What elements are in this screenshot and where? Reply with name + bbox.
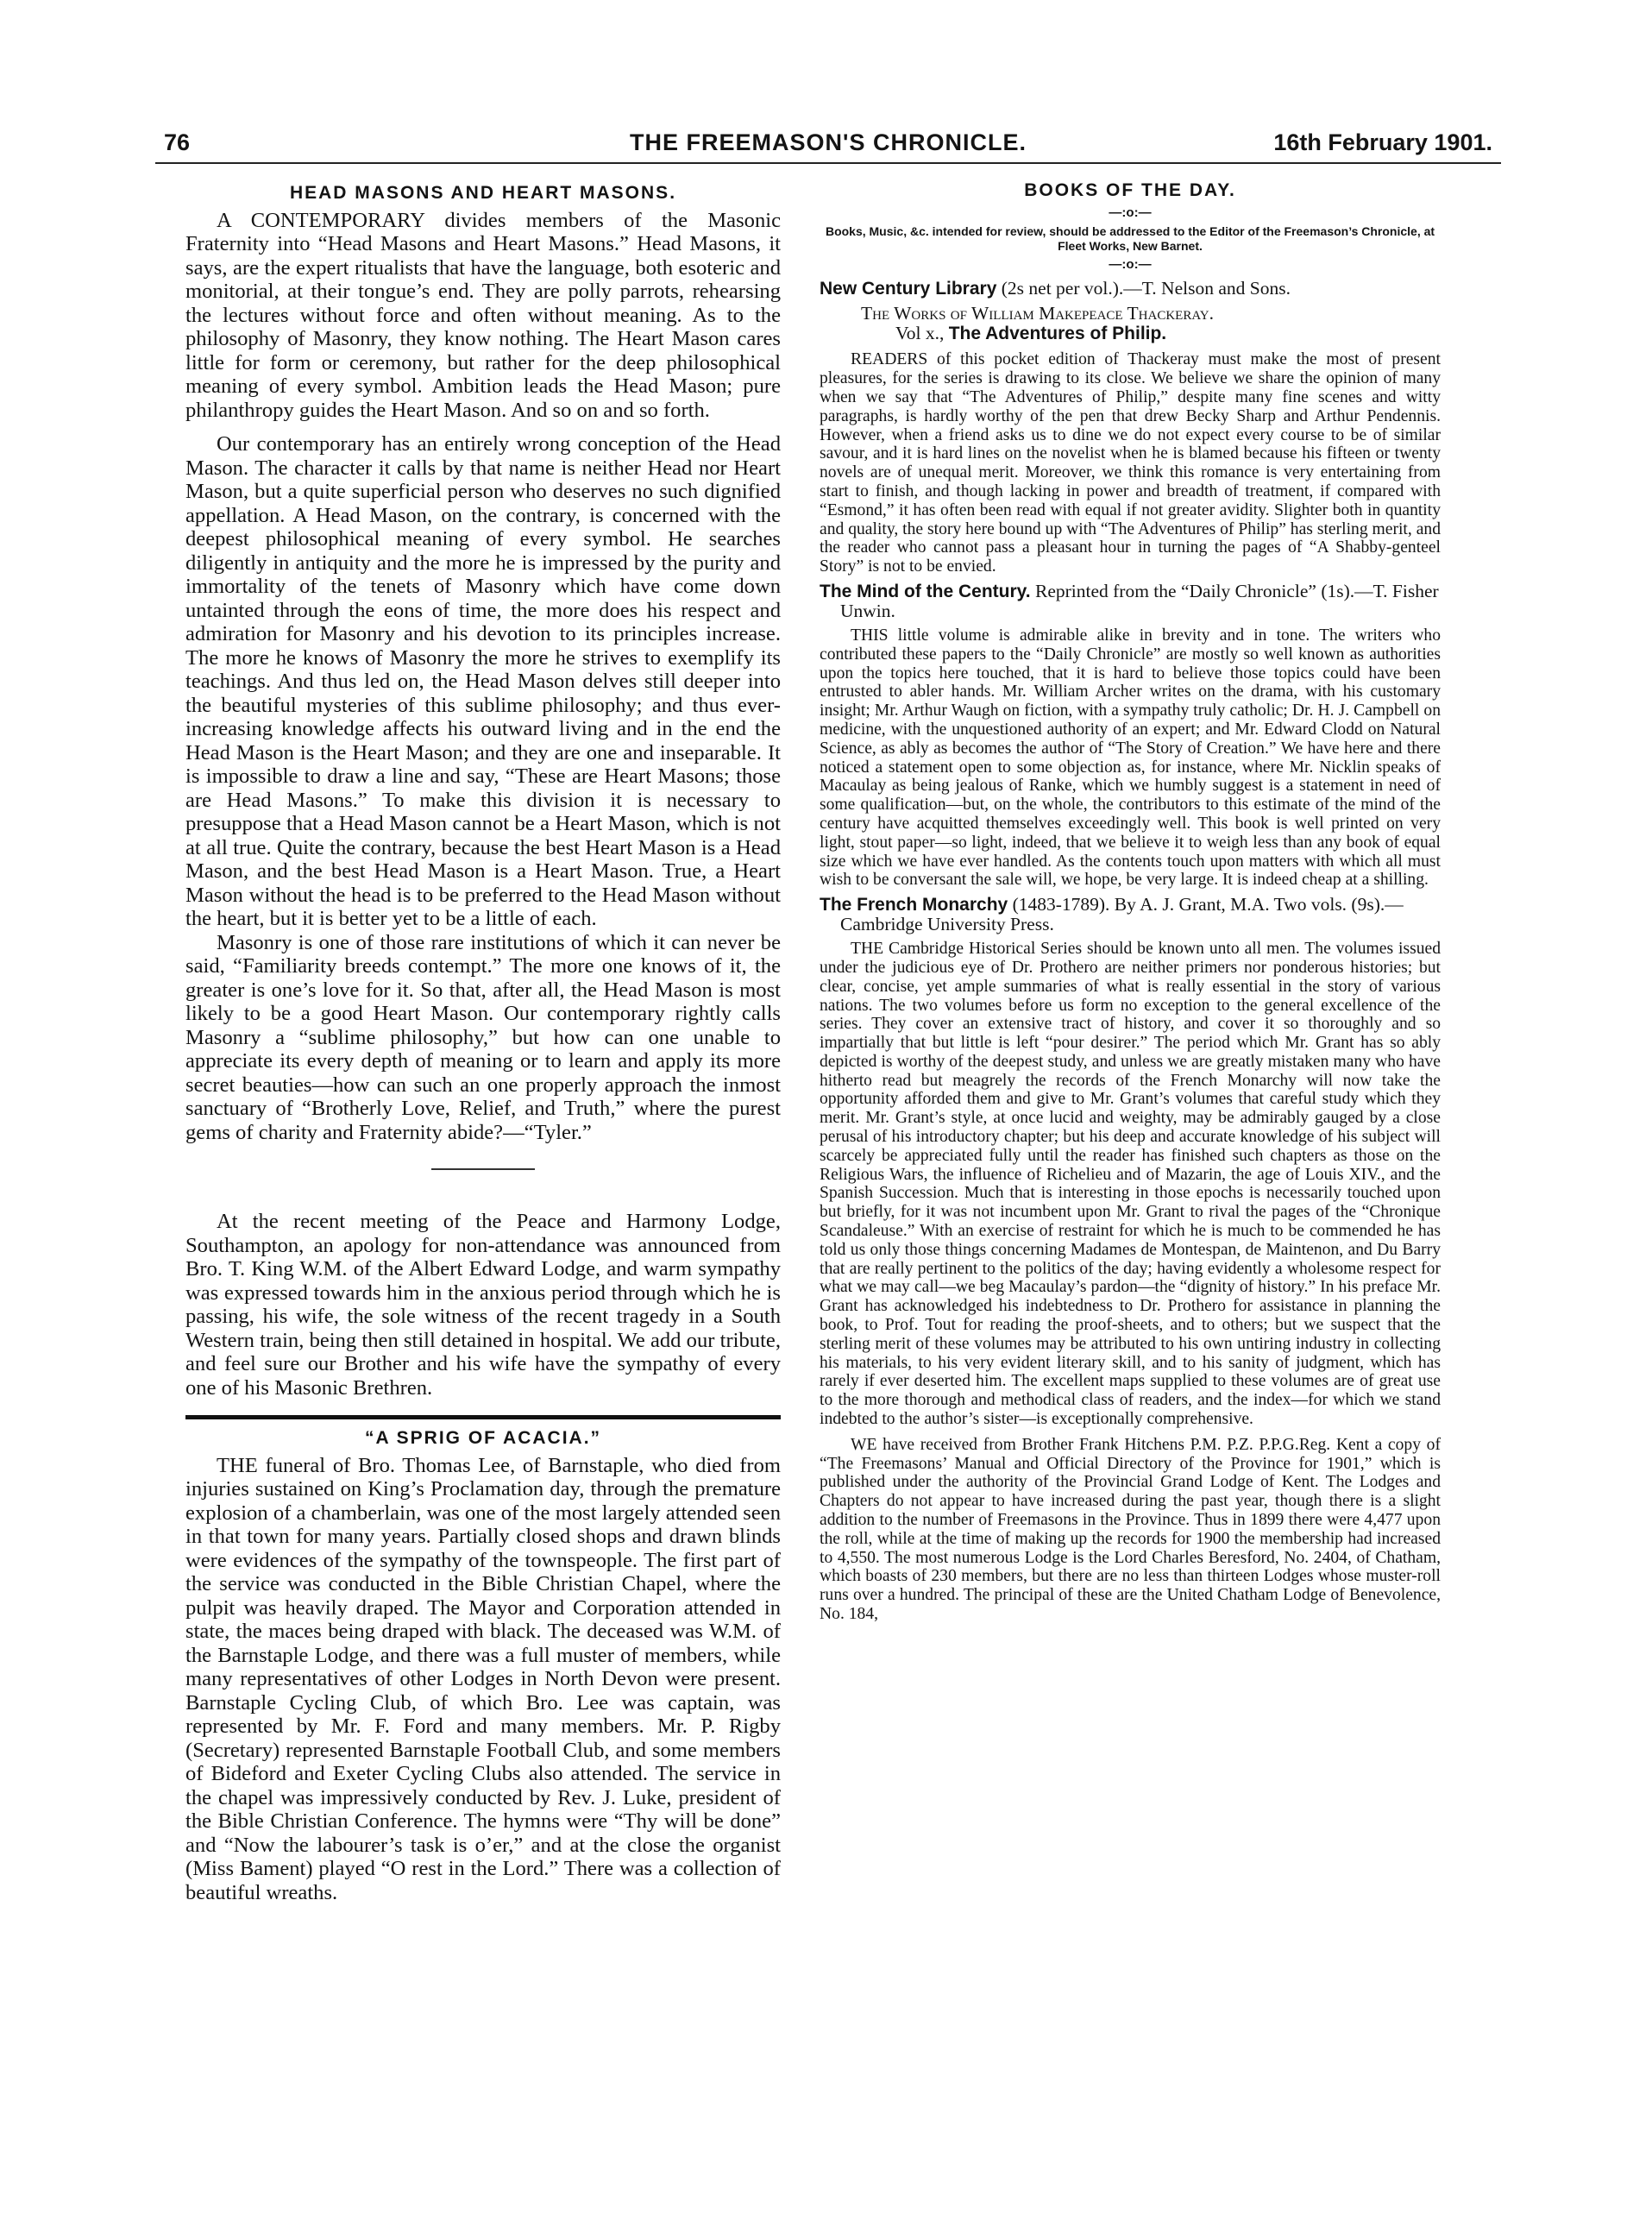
article-paragraph: At the recent meeting of the Peace and Harmony Lodge, Southampton, an apology for non-attendance was announced from Bro. T. King W.M. of the Albert Edward Lodge, and warm sympathy was expressed towards him in the anxious period through which he is passing, his wife, the sole witness of the recent tragedy in a South Western train, being then still detained in hospital. We add our tribute, and feel sure our Brother and his wife have the sympathy of every one of his Masonic Brethren. <box>185 1210 781 1400</box>
right-column <box>820 181 1441 1624</box>
book-review: THE Cambridge Historical Series should be known unto all men. The volumes issued under the judicious eye of Dr. Prothero are neither primers nor ponderous histories; but clear, concise, yet ample summaries of what is really essential in the story of various nations. The two volumes before us form no exception to the general excellence of the series. They cover an extensive tract of history, and cover it so thoroughly and so impartially that but little is left “pour desirer.” The period which Mr. Grant has so ably depicted is worthy of the deepest study, and unless we are greatly mistaken many who have hitherto read but meagrely the records of the French Monarchy will now take the opportunity afforded them and give to Mr. Grant’s volumes that careful study which they merit. Mr. Grant’s style, at once lucid and weighty, may be admirably gauged by a close perusal of his introductory chapter; but his deep and accurate knowledge of his subject will scarcely be appreciated fully until the reader has finished such chapters as those on the Religious Wars, the influence of Richelieu and of Mazarin, the age of Louis XIV., and the Spanish Succession. Much that is interesting in those epochs is necessarily touched upon but briefly, for it was not incumbent upon Mr. Grant to rival the pages of the “Chronique Scandaleuse.” With an exercise of restraint for which he is much to be commended he has told us only those things concerning Madames de Montespan, de Maintenon, and Du Barry that are really pertinent to the politics of the day; having evidently a wholesome respect for what we may call—we beg Macaulay’s pardon—the “dignity of history.” In his preface Mr. Grant has acknowledged his indebtedness to Dr. Prothero for assistance in planning the book, to Prof. Tout for reading the proof-sheets, and to others; but we suspect that the sterling merit of these volumes may be attributed to his own untiring industry in collecting his materials, to his very evident literary skill, and to his sanity of judgment, which has rarely if ever deserted him. The excellent maps supplied to these volumes are of great use to the more thorough and methodical class of readers, and the index—for which we stand indebted to the author’s sister—is exceptionally comprehensive. <box>820 940 1441 1429</box>
book-volume-line <box>820 324 1441 343</box>
issue-date: 16th February 1901. <box>1273 129 1492 155</box>
book-series-title: New Century Library <box>820 279 997 299</box>
publication-title: THE FREEMASON'S CHRONICLE. <box>630 129 1027 155</box>
article-paragraph: Our contemporary has an entirely wrong conception of the Head Mason. The character it calls by that name is neither Head nor Heart Mason, but a quite superficial person who deserves no such dignified appellation. A Head Mason, on the contrary, is concerned with the deepest philosophical meaning of every symbol. He searches diligently in antiquity and the more he is impressed by the purity and immortality of the tenets of Masonry which have come down untainted through the eons of time, the more does his respect and admiration for Masonry and his devotion to its principles increase. The more he knows of Masonry the more he strives to exemplify its teachings. And thus led on, the Head Mason delves still deeper into the beautiful mysteries of this sublime philosophy; and thus ever-increasing knowledge affects his outward living and in the end the Head Mason is the Heart Mason; and they are one and inseparable. It is impossible to draw a line and say, “These are Heart Masons; those are Head Masons.” To make this division it is necessary to presuppose that a Head Mason cannot be a Heart Mason, which is not at all true. Quite the contrary, because the best Heart Mason is a Head Mason, and the best Head Mason is a Heart Mason. True, a Heart Mason without the head is to be preferred to the Head Mason without the heart, but it is better yet to be a little of each. <box>185 432 781 930</box>
book-details: Reprinted from the “Daily Chronicle” (1s).—T. Fisher Unwin. <box>840 580 1439 621</box>
book-title: The French Monarchy <box>820 895 1008 916</box>
books-section-title: BOOKS OF THE DAY. <box>1024 180 1236 200</box>
page-number: 76 <box>164 129 191 155</box>
article-paragraph: A CONTEMPORARY divides members of the Masonic Fraternity into “Head Masons and Heart Masons.” Head Masons, it says, are the expert ritualists that have the language, both esoteric and monitorial, at their tongue’s end. They are polly parrots, rehearsing the lectures without force and often without meaning. As to the philosophy of Masonry, they know nothing. The Heart Mason cares little for form or ceremony, but rather for the deep philosophical meaning of every symbol. Ambition leads the Head Mason; pure philanthropy guides the Heart Mason. And so on and so forth. <box>185 208 781 422</box>
book-details: (1483-1789). By A. J. Grant, M.A. Two vols. (9s).—Cambridge University Press. <box>840 894 1404 935</box>
book-entry-french-monarchy <box>820 895 1441 934</box>
article-title-head-masons: HEAD MASONS AND HEART MASONS. <box>289 183 677 203</box>
book-subtitle: The Adventures of Philip. <box>948 324 1167 344</box>
separator: —:o:— <box>1109 256 1152 272</box>
closing-paragraph: WE have received from Brother Frank Hitchens P.M. P.Z. P.P.G.Reg. Kent a copy of “The Freemasons’ Manual and Official Directory of the Province for 1901,” which is published under the authority of the Provincial Grand Lodge of Kent. The Lodges and Chapters do not appear to have increased during the past year, though there is a slight addition to the number of Freemasons in the Province. Thus in 1899 there were 4,477 upon the roll, while at the time of making up the records for 1900 the membership had increased to 4,550. The most numerous Lodge is the Lord Charles Beresford, No. 2404, of Chatham, which boasts of 230 members, but there are no less than thirteen Lodges whose muster-roll runs over a hundred. The principal of these are the United Chatham Lodge of Benevolence, No. 184, <box>820 1435 1441 1623</box>
book-entry-mind-of-century <box>820 582 1441 621</box>
header-rule <box>155 162 1501 164</box>
book-works-line: The Works of William Makepeace Thackeray. <box>861 303 1215 324</box>
article-paragraph: Masonry is one of those rare institutions of which it can never be said, “Familiarity breeds contempt.” The more one knows of it, the greater is one’s love for it. So that, after all, the Head Mason is most likely to be a good Heart Mason. Our contemporary rightly calls Masonry a “sublime philosophy,” but how can one unable to appreciate its every depth of meaning or to learn and apply its more secret beauties—how can such an one properly approach the inmost sanctuary of “Brotherly Love, Relief, and Truth,” where the purest gems of charity and Fraternity abide?—“Tyler.” <box>185 930 781 1144</box>
section-divider-thick <box>185 1415 781 1419</box>
page-header <box>155 129 1501 159</box>
book-entry-new-century-library <box>820 279 1441 299</box>
left-column <box>185 181 781 1904</box>
book-volume: Vol x., <box>895 323 945 344</box>
book-title: The Mind of the Century. <box>820 581 1031 601</box>
book-details: (2s net per vol.).—T. Nelson and Sons. <box>1001 278 1291 299</box>
article-title-sprig-of-acacia: “A SPRIG OF ACACIA.” <box>364 1428 602 1448</box>
article-paragraph: THE funeral of Bro. Thomas Lee, of Barnstaple, who died from injuries sustained on King’s Proclamation day, through the premature explosion of a chamberlain, was one of the most largely attended seen in that town for many years. Partially closed shops and drawn blinds were evidences of the sympathy of the townspeople. The first part of the service was conducted in the Bible Christian Chapel, where the pulpit was heavily draped. The Mayor and Corporation attended in state, the maces being draped with black. The deceased was W.M. of the Barnstaple Lodge, and there was a full muster of members, while many representatives of other Lodges in North Devon were present. Barnstaple Cycling Club, of which Bro. Lee was captain, was represented by Mr. F. Ford and many members. Mr. P. Rigby (Secretary) represented Barnstaple Football Club, and some members of Bideford and Exeter Cycling Clubs also attended. The service in the chapel was impressively conducted by Rev. J. Luke, president of the Bible Christian Conference. The hymns were “Thy will be done” and “Now the labourer’s task is o’er,” and at the close the organist (Miss Bament) played “O rest in the Lord.” There was a collection of beautiful wreaths. <box>185 1453 781 1904</box>
book-review: READERS of this pocket edition of Thackeray must make the most of present pleasures, for the series is drawing to its close. We believe we share the opinion of many when we say that “The Adventures of Philip,” despite many fine scenes and witty paragraphs, is hardly worthy of the pen that drew Becky Sharp and Arthur Pendennis. However, when a friend asks us to dine we do not expect every course to be of similar savour, and it is hard lines on the novelist when he is blamed because his fifteen or twenty novels are of unequal merit. Moreover, we think this romance is very entertaining from start to finish, and though lacking in power and breadth of treatment, if compared with “Esmond,” it has often been read with equal if not greater avidity. Slighter both in quantity and quality, the story here bound up with “The Adventures of Philip” has sterling merit, and the reader who cannot pass a pleasant hour in turning the pages of “A Shabby-genteel Story” is not to be envied. <box>820 350 1441 576</box>
section-divider <box>431 1168 535 1170</box>
review-submission-note: Books, Music, &c. intended for review, should be addressed to the Editor of the Freemason’s Chronicle, at Fleet Works, New Barnet. <box>825 223 1435 253</box>
separator: —:o:— <box>1109 204 1152 220</box>
book-review: THIS little volume is admirable alike in brevity and in tone. The writers who contributed these papers to the “Daily Chronicle” are mostly so well known as authorities upon the topics here touched, that it is hard to believe those topics could have been entrusted to abler hands. Mr. William Archer writes on the drama, with his customary insight; Mr. Arthur Waugh on fiction, with a sympathy truly catholic; Dr. H. J. Campbell on medicine, with the unquestioned authority of an expert; and Mr. Edward Clodd on Natural Science, as ably as becomes the author of “The Story of Creation.” We have here and there noticed a statement open to some objection as, for instance, where Mr. Nicklin speaks of Macaulay as being jealous of Ranke, which we humbly suggest is a statement in need of some qualification—but, on the whole, the contributors to this estimate of the mind of the century have acquitted themselves exceedingly well. This book is well printed on very light, stout paper—so light, indeed, that we believe it to weigh less than any book of equal size which we have ever handled. As the contents touch upon matters with which all must wish to be conversant the sale will, we hope, be very large. It is indeed cheap at a shilling. <box>820 626 1441 890</box>
